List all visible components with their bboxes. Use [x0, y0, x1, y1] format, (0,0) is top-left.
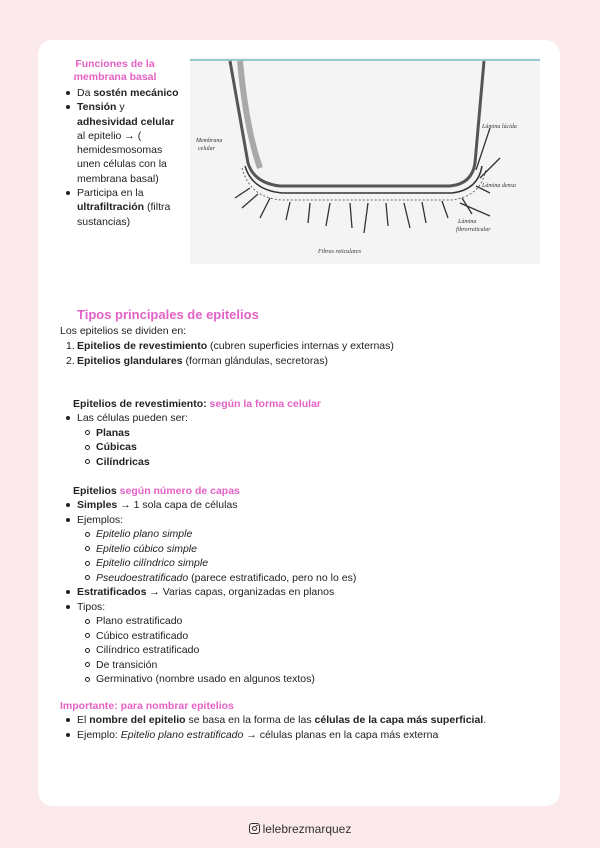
list-item	[77, 527, 527, 585]
instagram-icon	[249, 823, 260, 834]
footer-handle[interactable]: lelebrezmarquez	[262, 822, 352, 836]
forma-types	[96, 426, 516, 470]
list-item	[77, 614, 527, 687]
list-item: Cilíndrico estratificado	[96, 643, 527, 658]
tipos-heading: Tipos principales de epitelios	[77, 307, 259, 322]
list-item: 2. Epitelios glandulares (forman glándulas, secretoras)	[66, 354, 328, 367]
list-item: Plano estratificado	[96, 614, 527, 629]
tipos-list	[66, 339, 537, 368]
label-membrana-celular-2: celular	[198, 146, 215, 152]
footer	[0, 822, 600, 836]
capas-list	[77, 498, 527, 687]
list-item: Tensión y adhesividad celular al epitelio → ( hemidesmosomas unen células con la membrana basal)	[77, 100, 185, 186]
list-item: El nombre del epitelio se basa en la forma de las células de la capa más superficial.	[77, 713, 537, 728]
label-lamina-fibro-2: fibrorreticular	[456, 227, 491, 233]
list-item: Estratificados → Varias capas, organizadas en planos	[77, 585, 527, 600]
list-item: 1. Epitelios de revestimiento (cubren superficies internas y externas)	[66, 340, 394, 352]
capas-heading: Epitelios según número de capas	[73, 485, 240, 497]
label-lamina-fibro-1: Lámina	[458, 219, 477, 225]
list-item: Cilíndricas	[96, 455, 516, 470]
list-item: Epitelio cúbico simple	[96, 542, 527, 557]
list-item: Epitelio cilíndrico simple	[96, 556, 527, 571]
membrane-list	[77, 86, 185, 229]
list-item: Cúbicas	[96, 440, 516, 455]
label-membrana-celular-1: Membrana	[196, 138, 223, 144]
forma-list	[77, 411, 517, 426]
list-item: Las células pueden ser:	[77, 411, 517, 426]
forma-heading: Epitelios de revestimiento: según la forma celular	[73, 398, 321, 410]
list-item: Cúbico estratificado	[96, 629, 527, 644]
list-item: Epitelio plano simple	[96, 527, 527, 542]
basement-membrane-diagram	[190, 58, 540, 264]
label-lamina-densa: Lámina densa	[482, 183, 516, 189]
list-item: Simples → 1 sola capa de células	[77, 498, 527, 513]
list-item: Tipos:	[77, 600, 527, 615]
list-item: Ejemplo: Epitelio plano estratificado → células planas en la capa más externa	[77, 728, 537, 743]
list-item: Da sostén mecánico	[77, 86, 185, 100]
list-item: De transición	[96, 658, 527, 673]
list-item: Planas	[96, 426, 516, 441]
list-item: Ejemplos:	[77, 513, 527, 528]
list-item: Germinativo (nombre usado en algunos textos)	[96, 672, 527, 687]
tipos-intro: Los epitelios se dividen en:	[60, 325, 187, 337]
importante-list	[77, 713, 537, 742]
importante-heading: Importante: para nombrar epitelios	[60, 700, 234, 712]
label-fibras: Fibras reticulares	[318, 249, 362, 255]
list-item: Pseudoestratificado (parece estratificado, pero no lo es)	[96, 571, 527, 586]
membrane-heading: Funciones de la membrana basal	[73, 58, 157, 83]
list-item: Participa en la ultrafiltración (filtra sustancias)	[77, 186, 185, 229]
label-lamina-lucida: Lámina lúcida	[482, 124, 517, 130]
